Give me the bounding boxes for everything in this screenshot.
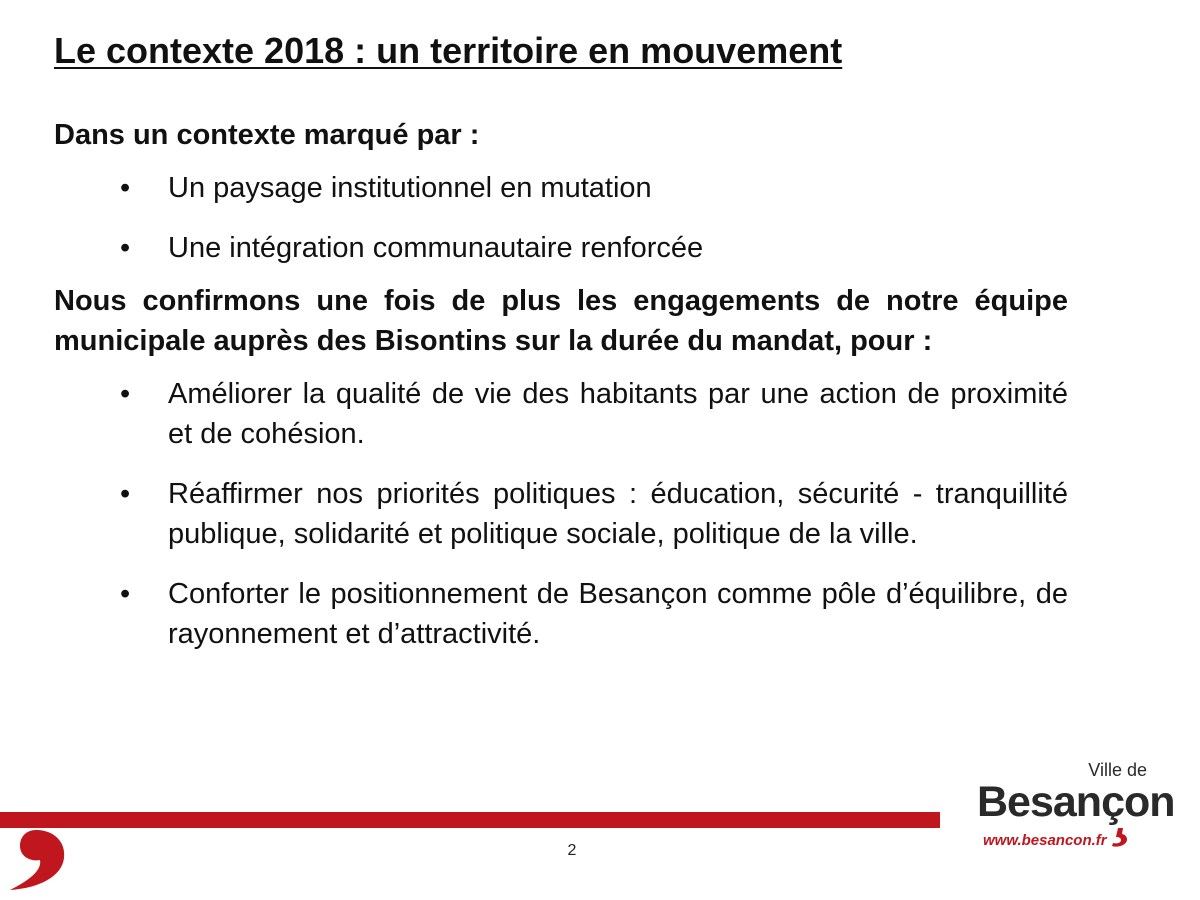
- logo-top-text: Ville de: [1088, 760, 1147, 780]
- logo-url: www.besancon.fr: [983, 832, 1107, 849]
- page-number: 2: [567, 842, 577, 859]
- list-item: [54, 168, 1068, 208]
- goal-item-text: Conforter le positionnement de Besançon comme pôle d’équilibre, de rayonnement et d’attractivité.: [168, 578, 1068, 650]
- slide-body: [54, 115, 1068, 667]
- besancon-cedilla-logo: [1110, 828, 1130, 848]
- bullet-marker: •: [120, 478, 131, 510]
- goals-list: [54, 374, 1068, 654]
- footer-red-bar: [0, 812, 940, 828]
- goal-item-text: Améliorer la qualité de vie des habitants par une action de proximité et de cohésion.: [168, 378, 1068, 450]
- bullet-marker: •: [120, 232, 131, 264]
- bullet-marker: •: [120, 578, 131, 610]
- slide-title: Le contexte 2018 : un territoire en mouvement: [54, 30, 843, 71]
- commitment-heading: Nous confirmons une fois de plus les engagements de notre équipe municipale auprès des Bisontins sur la durée du mandat, pour :: [54, 285, 1068, 357]
- intro-heading: Dans un contexte marqué par :: [54, 119, 480, 151]
- list-item: [54, 228, 1068, 268]
- red-swoosh-icon: [0, 822, 70, 892]
- context-item-text: Une intégration communautaire renforcée: [168, 232, 704, 264]
- list-item: [54, 374, 1068, 454]
- list-item: [54, 574, 1068, 654]
- list-item: [54, 474, 1068, 554]
- logo-name: Besançon: [977, 778, 1175, 826]
- context-item-text: Un paysage institutionnel en mutation: [168, 172, 652, 204]
- besancon-logo: [975, 760, 1185, 870]
- context-list: [54, 168, 1068, 268]
- goal-item-text: Réaffirmer nos priorités politiques : éducation, sécurité - tranquillité publique, solidarité et politique sociale, politique de la ville.: [168, 478, 1068, 550]
- bullet-marker: •: [120, 378, 131, 410]
- bullet-marker: •: [120, 172, 131, 204]
